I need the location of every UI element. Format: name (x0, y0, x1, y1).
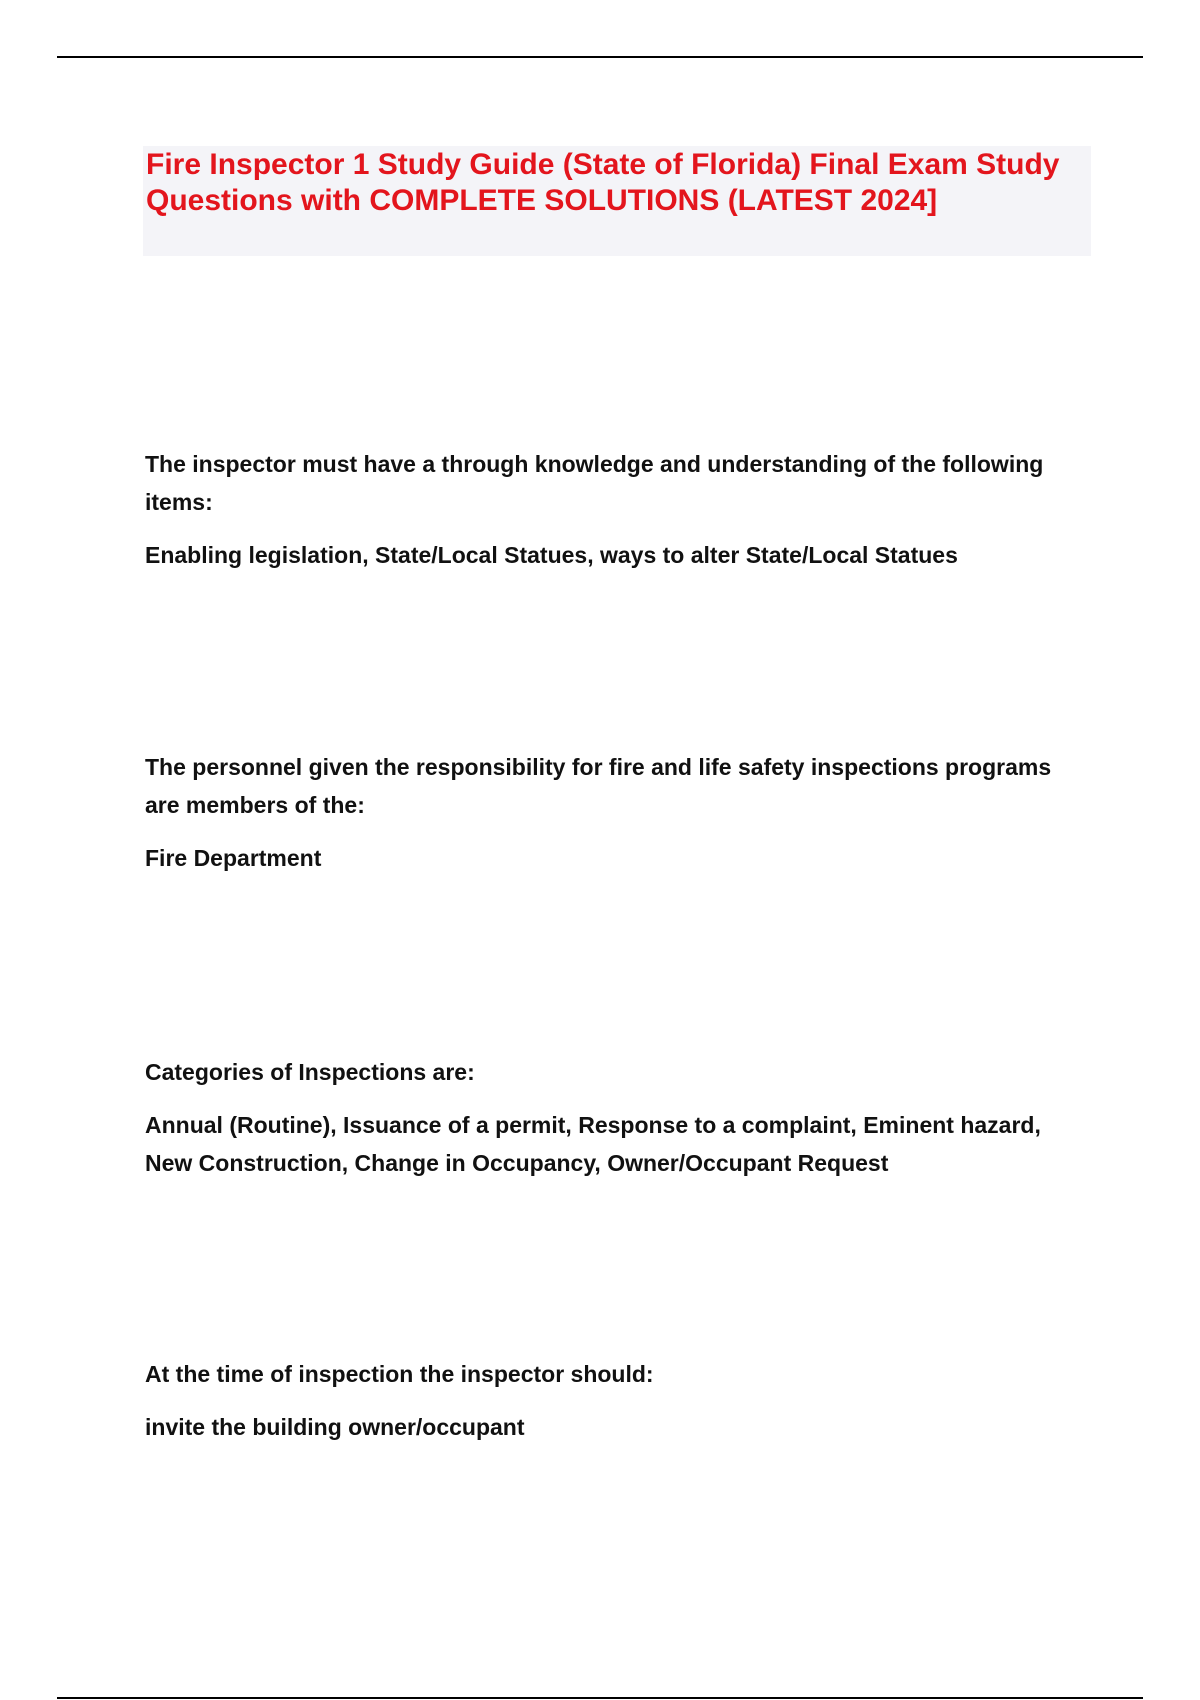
header-rule (57, 56, 1143, 58)
question-text: At the time of inspection the inspector should: (145, 1361, 654, 1387)
question-text: The inspector must have a through knowledge and understanding of the following items: (145, 451, 1044, 515)
answer-text: Fire Department (145, 845, 322, 871)
qa-item (145, 748, 1065, 877)
question-text: The personnel given the responsibility for fire and life safety inspections programs are members of the: (145, 754, 1052, 818)
qa-item (145, 445, 1065, 574)
qa-item (145, 1053, 1065, 1182)
question-text: Categories of Inspections are: (145, 1059, 475, 1085)
answer-text: Annual (Routine), Issuance of a permit, Response to a complaint, Eminent hazard, New Construction, Change in Occupancy, Owner/Occupant Request (145, 1112, 1041, 1176)
answer-text: invite the building owner/occupant (145, 1414, 525, 1440)
answer-text: Enabling legislation, State/Local Statues, ways to alter State/Local Statues (145, 542, 958, 568)
title-banner (143, 146, 1091, 256)
footer-rule (57, 1697, 1143, 1699)
qa-item (145, 1355, 1065, 1446)
document-title: Fire Inspector 1 Study Guide (State of Florida) Final Exam Study Questions with COMPLETE SOLUTIONS (LATEST 2024] (146, 148, 1060, 217)
